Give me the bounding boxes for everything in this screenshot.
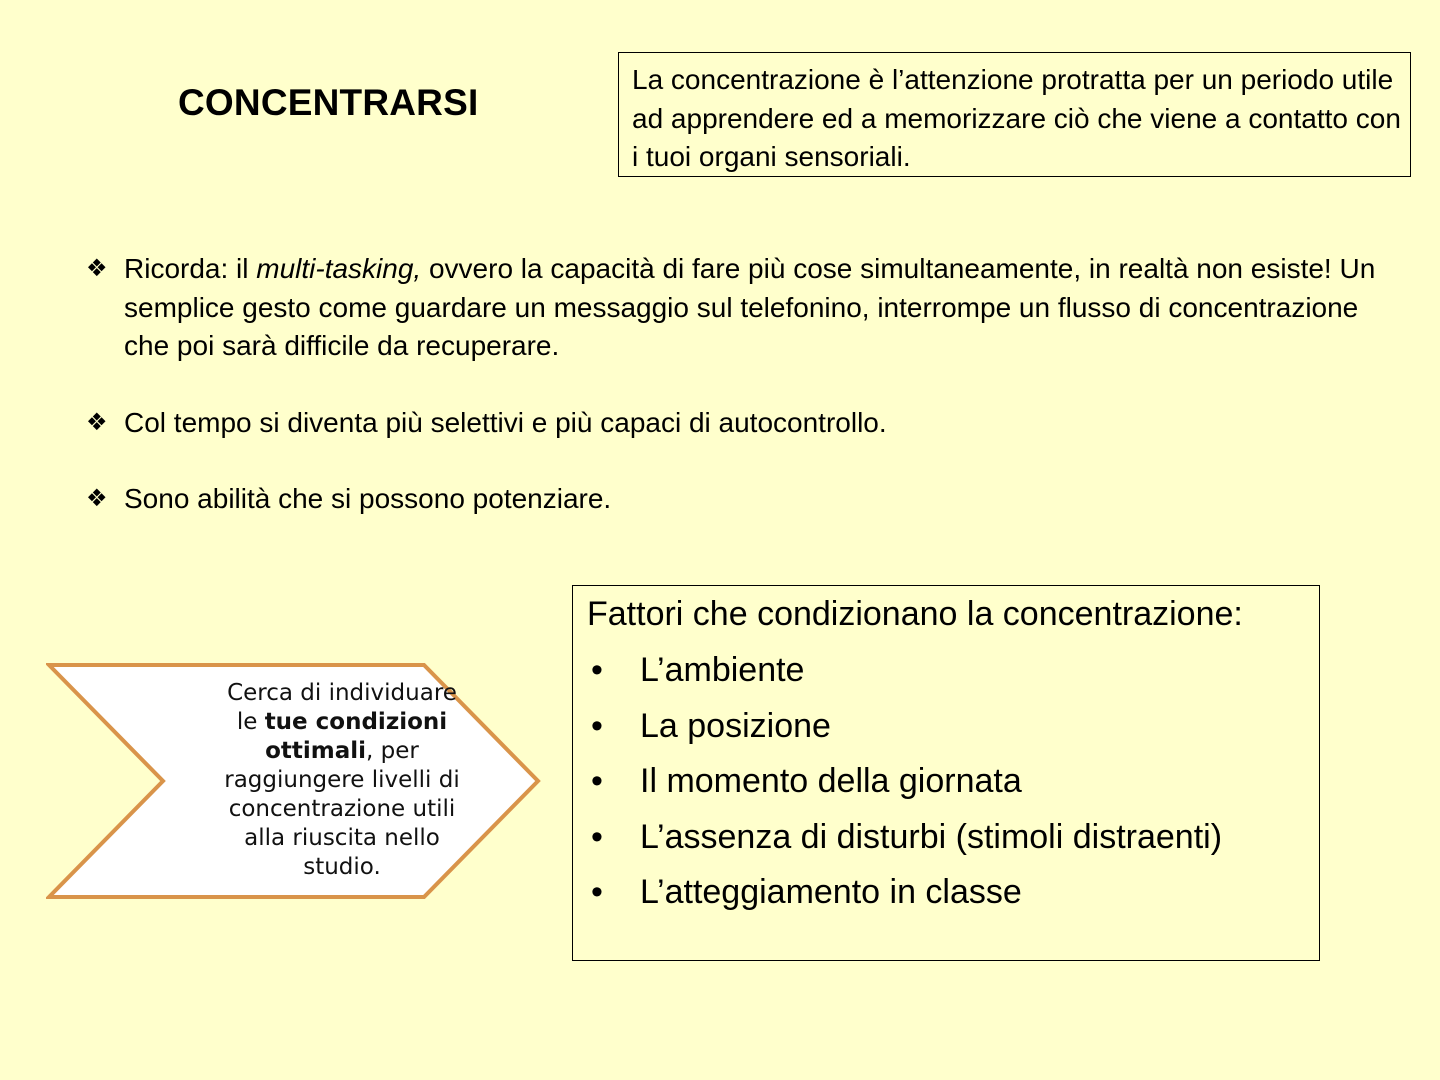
definition-box	[618, 52, 1411, 177]
bullet-list	[86, 250, 1386, 557]
factors-box: Fattori che condizionano la concentrazione: • L’ambiente • La posizione • Il momento della giornata • L’assenza di disturbi (stimoli distraenti) • L’atteggiamento in classe	[572, 585, 1320, 961]
bullet-text: Sono abilità che si possono potenziare.	[124, 483, 612, 514]
callout-text: Cerca di individuare le tue condizioni ottimali, per raggiungere livelli di concentrazione utili alla riuscita nello studio.	[224, 680, 460, 880]
bullet-text: Ricorda: il multi-tasking, ovvero la capacità di fare più cose simultaneamente, in realtà non esiste! Un semplice gesto come guardare un messaggio sul telefonino, interrompe un flusso di concentrazione che poi sarà difficile da recuperare.	[124, 253, 1376, 361]
diamond-bullet-icon: ❖	[86, 408, 108, 436]
diamond-bullet-icon: ❖	[86, 255, 108, 282]
chevron-callout	[46, 662, 542, 900]
bullet-dot-icon: •	[591, 651, 603, 689]
callout-emphasis: tue condizioni ottimali	[264, 709, 448, 764]
diamond-bullet-icon: ❖	[86, 485, 108, 512]
bullet-multitasking	[86, 250, 1386, 366]
bullet-dot-icon: •	[591, 762, 603, 800]
bullet-dot-icon: •	[591, 817, 603, 856]
bullet-selective	[86, 404, 1386, 443]
bullet-dot-icon: •	[591, 873, 603, 911]
bullet-dot-icon: •	[591, 706, 603, 745]
definition-text: La concentrazione è l’attenzione protratta per un periodo utile ad apprendere ed a memorizzare ciò che viene a contatto con i tuoi organi sensoriali.	[632, 64, 1401, 172]
slide-title: CONCENTRARSI	[178, 82, 479, 123]
bullet-abilities	[86, 480, 1386, 519]
multitasking-term: multi-tasking,	[256, 253, 422, 284]
factors-heading: Fattori che condizionano la concentrazione:	[587, 595, 1243, 633]
bullet-text: Col tempo si diventa più selettivi e più capaci di autocontrollo.	[124, 406, 887, 438]
